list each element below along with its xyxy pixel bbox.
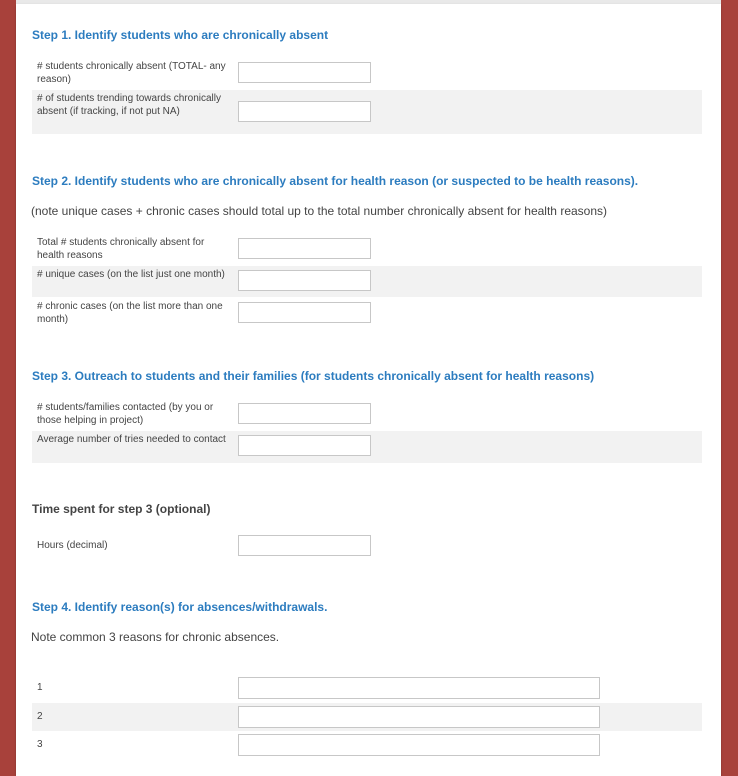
- step2-unique-label: # unique cases (on the list just one month): [37, 269, 225, 280]
- time-heading: Time spent for step 3 (optional): [32, 502, 211, 516]
- reason-2-input[interactable]: [238, 706, 600, 728]
- step2-row-total: [32, 234, 702, 265]
- reason-1-label: 1: [37, 682, 43, 693]
- step1-trending-input[interactable]: [238, 101, 371, 122]
- step1-total-label: # students chronically absent (TOTAL- any reason): [37, 61, 226, 85]
- step2-total-input[interactable]: [238, 238, 371, 259]
- reason-row-2: [32, 703, 702, 731]
- step2-chronic-label: # chronic cases (on the list more than one month): [37, 301, 223, 325]
- step2-note: (note unique cases + chronic cases should total up to the total number chronically absent for health reasons): [31, 204, 608, 218]
- step1-trending-label: # of students trending towards chronically absent (if tracking, if not put NA): [37, 93, 221, 117]
- step3-contacted-input[interactable]: [238, 403, 371, 424]
- step1-heading: Step 1. Identify students who are chronically absent: [32, 28, 329, 42]
- reason-3-label: 3: [37, 739, 43, 750]
- step3-heading: Step 3. Outreach to students and their families (for students chronically absent for health reasons): [32, 369, 595, 383]
- step3-row-tries: [32, 431, 702, 463]
- step2-unique-input[interactable]: [238, 270, 371, 291]
- reason-row-1: [32, 674, 702, 702]
- step4-heading: Step 4. Identify reason(s) for absences/withdrawals.: [32, 600, 328, 614]
- step3-tries-input[interactable]: [238, 435, 371, 456]
- step2-heading: Step 2. Identify students who are chronically absent for health reason (or suspected to be health reasons).: [32, 174, 639, 188]
- step1-total-input[interactable]: [238, 62, 371, 83]
- step4-note: Note common 3 reasons for chronic absences.: [31, 630, 280, 644]
- reason-2-label: 2: [37, 711, 43, 722]
- reason-1-input[interactable]: [238, 677, 600, 699]
- step3-contacted-label: # students/families contacted (by you or those helping in project): [37, 402, 214, 426]
- step1-row-trending: [32, 90, 702, 134]
- step2-total-label: Total # students chronically absent for health reasons: [37, 237, 205, 261]
- reason-3-input[interactable]: [238, 734, 600, 756]
- step2-chronic-input[interactable]: [238, 302, 371, 323]
- reason-row-3: [32, 732, 702, 760]
- step1-row-total: [32, 58, 702, 88]
- step3-tries-label: Average number of tries needed to contact: [37, 434, 226, 445]
- hours-input[interactable]: [238, 535, 371, 556]
- step2-row-chronic: [32, 298, 702, 329]
- hours-label: Hours (decimal): [37, 540, 108, 551]
- step2-row-unique: [32, 266, 702, 297]
- step3-row-contacted: [32, 399, 702, 430]
- time-row-hours: [32, 532, 702, 562]
